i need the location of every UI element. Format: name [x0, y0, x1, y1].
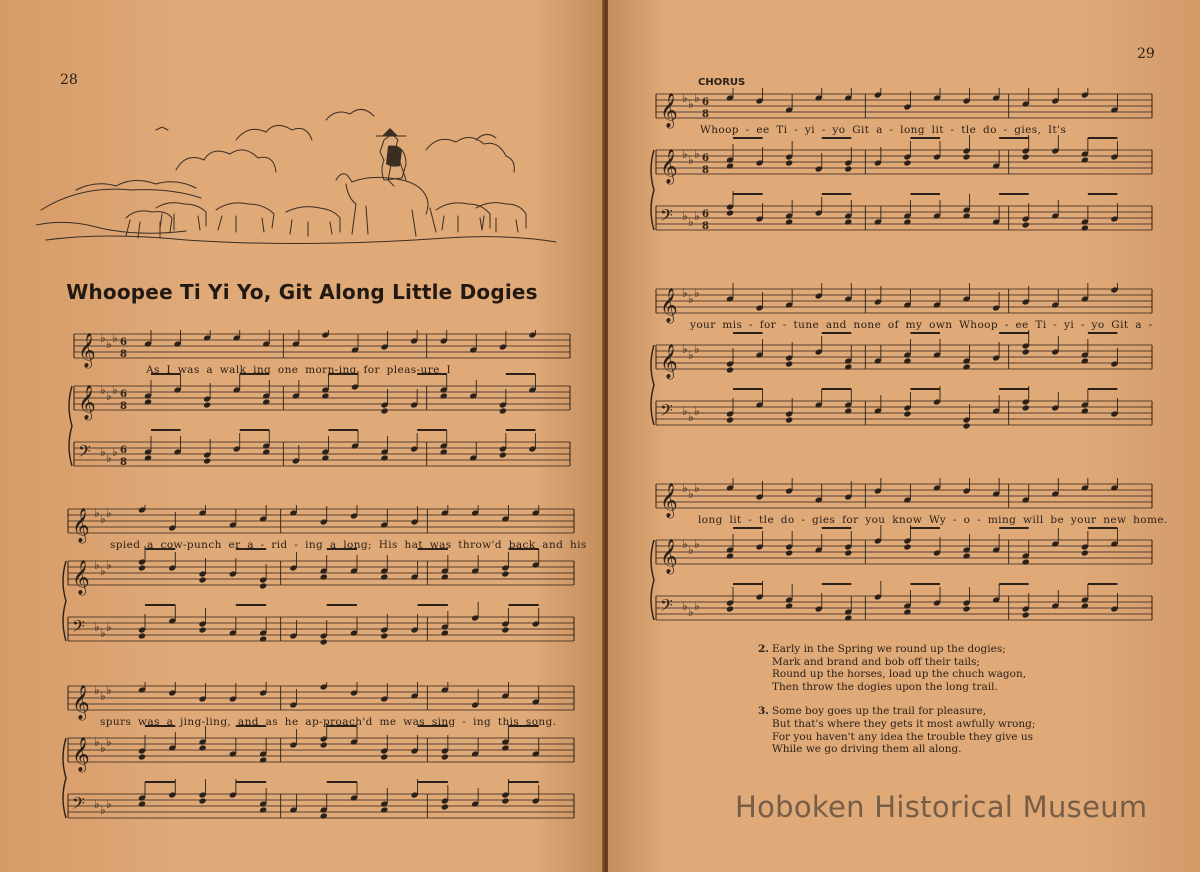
- svg-text:𝄞: 𝄞: [660, 539, 678, 574]
- svg-text:♭: ♭: [694, 209, 700, 223]
- music-system-right-3: [648, 478, 1168, 638]
- svg-text:♭: ♭: [100, 689, 106, 703]
- svg-text:♭: ♭: [688, 543, 694, 557]
- svg-text:8: 8: [120, 401, 127, 412]
- svg-text:♭: ♭: [688, 348, 694, 362]
- lyrics-line: spurs was a jing-ling, and as he ap-proach'd me was sing - ing this song.: [100, 716, 557, 728]
- svg-text:♭: ♭: [94, 683, 100, 697]
- verse-line: While we go driving them all along.: [772, 743, 962, 756]
- chorus-label: CHORUS: [698, 77, 746, 88]
- right-page: [608, 0, 1200, 872]
- svg-text:♭: ♭: [112, 445, 118, 459]
- svg-text:♭: ♭: [682, 91, 688, 105]
- verse-line: Then throw the dogies upon the long trail.: [772, 680, 998, 693]
- svg-text:♭: ♭: [694, 404, 700, 418]
- verse-line: Round up the horses, load up the chuch wagon,: [772, 668, 1027, 681]
- verse-line: For you haven't any idea the trouble they give us: [772, 730, 1033, 743]
- svg-text:♭: ♭: [694, 599, 700, 613]
- staff-notation: [648, 283, 1158, 443]
- svg-text:𝄞: 𝄞: [660, 149, 678, 184]
- svg-text:𝄞: 𝄞: [72, 508, 90, 543]
- svg-text:♭: ♭: [682, 481, 688, 495]
- svg-text:𝄞: 𝄞: [660, 344, 678, 379]
- svg-text:♭: ♭: [694, 481, 700, 495]
- svg-text:♭: ♭: [694, 147, 700, 161]
- svg-text:♭: ♭: [100, 445, 106, 459]
- verse-number: 2.: [758, 643, 769, 655]
- svg-text:𝄢: 𝄢: [660, 400, 673, 424]
- svg-text:𝄢: 𝄢: [660, 595, 673, 619]
- verses-block: [758, 643, 1035, 768]
- svg-text:♭: ♭: [106, 735, 112, 749]
- svg-text:♭: ♭: [682, 537, 688, 551]
- svg-text:𝄞: 𝄞: [78, 385, 96, 420]
- svg-text:𝄞: 𝄞: [660, 288, 678, 323]
- svg-text:𝄞: 𝄞: [660, 93, 678, 128]
- verse-line: Some boy goes up the trail for pleasure,: [772, 705, 987, 718]
- svg-text:♭: ♭: [112, 331, 118, 345]
- svg-text:𝄞: 𝄞: [72, 685, 90, 720]
- svg-text:♭: ♭: [688, 292, 694, 306]
- staff-notation: [60, 682, 580, 822]
- svg-text:♭: ♭: [100, 331, 106, 345]
- svg-text:♭: ♭: [106, 389, 112, 403]
- svg-text:♭: ♭: [100, 383, 106, 397]
- svg-text:8: 8: [120, 349, 127, 360]
- staff-notation: [648, 88, 1158, 248]
- verse-number: 3.: [758, 705, 769, 718]
- svg-text:6: 6: [120, 337, 127, 348]
- svg-text:6: 6: [120, 389, 127, 400]
- music-system-left-2: [60, 505, 587, 645]
- svg-text:𝄢: 𝄢: [78, 441, 91, 465]
- svg-text:6: 6: [702, 97, 709, 108]
- svg-text:♭: ♭: [688, 97, 694, 111]
- svg-text:♭: ♭: [682, 404, 688, 418]
- svg-text:♭: ♭: [94, 735, 100, 749]
- lyrics-line: long lit - tle do - gies for you know Wy - o - ming will be your new home.: [698, 514, 1168, 526]
- page-number-left: 28: [60, 72, 78, 88]
- svg-text:♭: ♭: [682, 599, 688, 613]
- lyrics-line: Whoop - ee Ti - yi - yo Git a - long lit - tle do - gies, It's: [700, 124, 1067, 136]
- staff-notation: [648, 478, 1158, 638]
- music-system-right-1: [648, 88, 1158, 248]
- svg-text:♭: ♭: [106, 337, 112, 351]
- svg-text:𝄞: 𝄞: [72, 737, 90, 772]
- svg-text:♭: ♭: [688, 153, 694, 167]
- svg-text:♭: ♭: [100, 803, 106, 817]
- song-title: Whoopee Ti Yi Yo, Git Along Little Dogies: [66, 280, 538, 304]
- svg-text:8: 8: [702, 109, 709, 120]
- svg-text:♭: ♭: [100, 564, 106, 578]
- svg-text:♭: ♭: [694, 91, 700, 105]
- svg-text:6: 6: [120, 445, 127, 456]
- svg-text:♭: ♭: [688, 487, 694, 501]
- svg-text:𝄢: 𝄢: [660, 205, 673, 229]
- svg-text:♭: ♭: [94, 558, 100, 572]
- svg-text:♭: ♭: [688, 605, 694, 619]
- music-system-left-3: [60, 682, 580, 822]
- svg-text:♭: ♭: [106, 558, 112, 572]
- verse-2: [758, 643, 1035, 693]
- music-system-left-1: [66, 330, 576, 470]
- svg-text:♭: ♭: [106, 506, 112, 520]
- lyrics-line: spied a cow-punch er a - rid - ing a long; His hat was throw'd back and his: [110, 539, 587, 551]
- svg-text:𝄞: 𝄞: [660, 483, 678, 518]
- svg-text:♭: ♭: [106, 797, 112, 811]
- svg-text:♭: ♭: [682, 147, 688, 161]
- svg-text:♭: ♭: [100, 741, 106, 755]
- svg-text:𝄢: 𝄢: [72, 616, 85, 640]
- verse-line: Early in the Spring we round up the dogies;: [772, 643, 1006, 655]
- svg-text:6: 6: [702, 153, 709, 164]
- svg-text:𝄞: 𝄞: [78, 333, 96, 368]
- watermark: Hoboken Historical Museum: [735, 790, 1148, 824]
- staff-notation: [60, 505, 580, 645]
- svg-text:♭: ♭: [694, 286, 700, 300]
- svg-text:𝄞: 𝄞: [72, 560, 90, 595]
- verse-3: [758, 705, 1035, 755]
- svg-text:8: 8: [702, 165, 709, 176]
- svg-text:6: 6: [702, 209, 709, 220]
- svg-text:♭: ♭: [94, 797, 100, 811]
- svg-text:𝄢: 𝄢: [72, 793, 85, 817]
- svg-text:♭: ♭: [94, 620, 100, 634]
- svg-text:♭: ♭: [100, 512, 106, 526]
- verse-line: But that's where they gets it most awfully wrong;: [772, 717, 1036, 730]
- svg-text:♭: ♭: [106, 683, 112, 697]
- svg-text:♭: ♭: [106, 620, 112, 634]
- svg-text:8: 8: [702, 221, 709, 232]
- svg-text:♭: ♭: [112, 383, 118, 397]
- svg-text:♭: ♭: [682, 286, 688, 300]
- svg-text:♭: ♭: [688, 410, 694, 424]
- verse-line: Mark and brand and bob off their tails;: [772, 655, 980, 668]
- cowboy-cattle-illustration: [36, 100, 566, 275]
- svg-text:♭: ♭: [94, 506, 100, 520]
- svg-text:8: 8: [120, 457, 127, 468]
- lyrics-line: As I was a walk ing one morn-ing for pleas-ure I: [146, 364, 452, 376]
- music-system-right-2: [648, 283, 1158, 443]
- svg-text:♭: ♭: [694, 537, 700, 551]
- svg-text:♭: ♭: [694, 342, 700, 356]
- staff-notation: [66, 330, 576, 470]
- lyrics-line: your mis - for - tune and none of my own Whoop - ee Ti - yi - yo Git a -: [690, 319, 1153, 331]
- svg-text:♭: ♭: [100, 626, 106, 640]
- svg-text:♭: ♭: [106, 451, 112, 465]
- svg-text:♭: ♭: [688, 215, 694, 229]
- svg-text:♭: ♭: [682, 209, 688, 223]
- page-number-right: 29: [1137, 46, 1155, 62]
- svg-text:♭: ♭: [682, 342, 688, 356]
